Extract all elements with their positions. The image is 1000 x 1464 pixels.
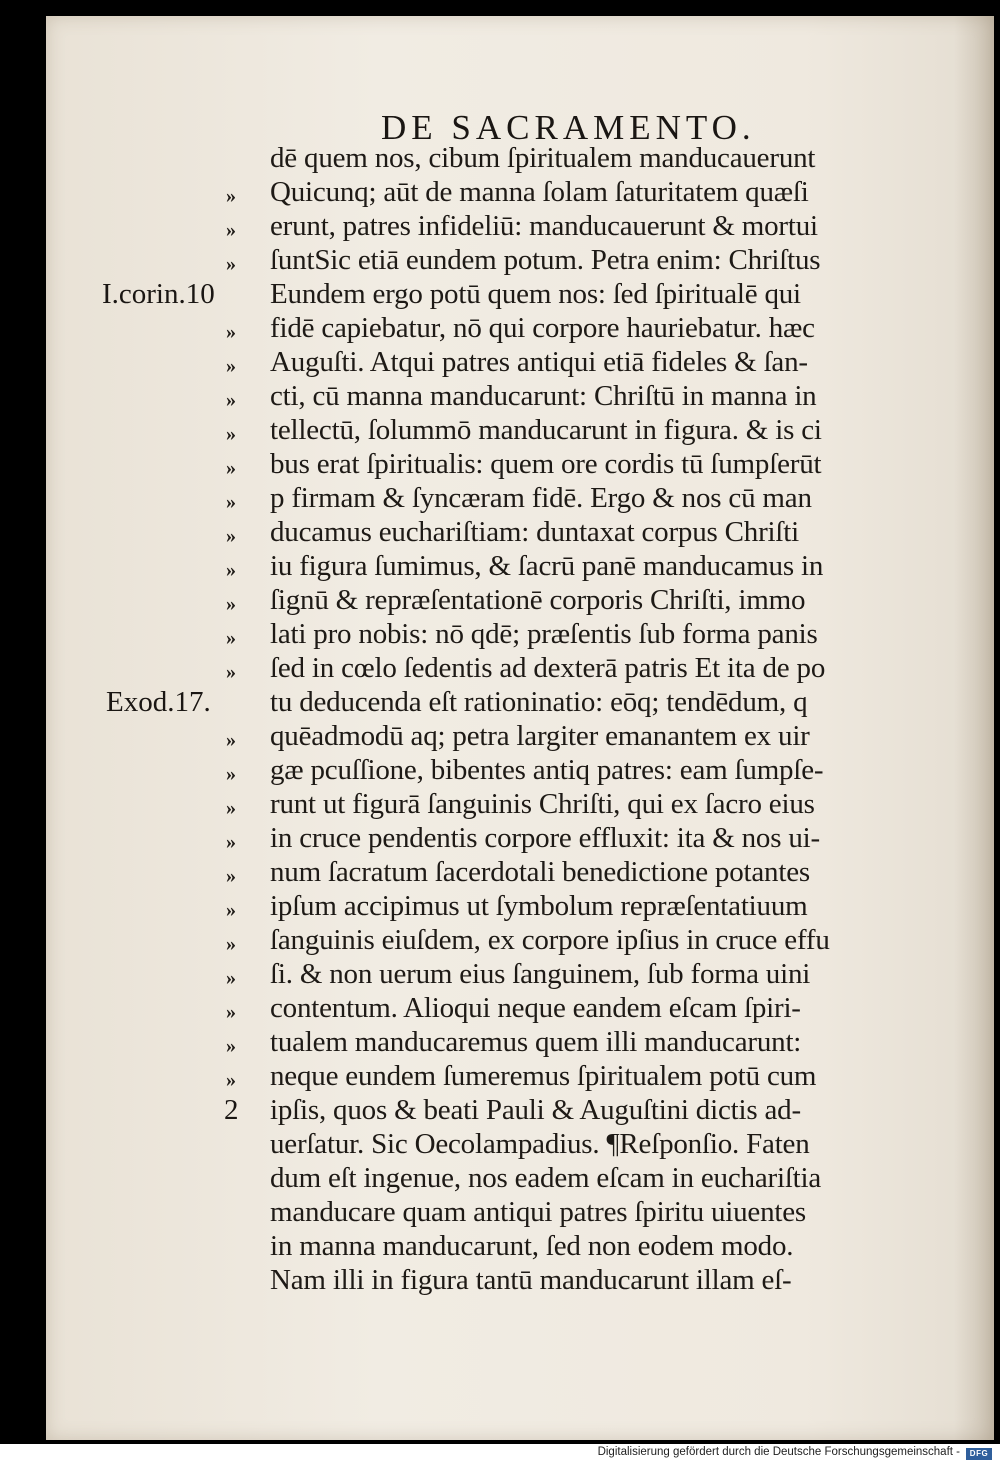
- quote-mark: »: [226, 797, 236, 819]
- footer-strip: [0, 1444, 1000, 1464]
- text-line: Nam illi in figura tantū manducarunt illam eſ-: [270, 1264, 792, 1296]
- text-line: tu deducenda eſt rationinatio: eōq; tendēdum, q: [270, 686, 808, 718]
- text-line: in cruce pendentis corpore effluxit: ita & nos ui-: [270, 822, 820, 854]
- text-line: ipſum accipimus ut ſymbolum repræſentatiuum: [270, 890, 808, 922]
- text-line: ipſis, quos & beati Pauli & Auguſtini dictis ad-: [270, 1094, 801, 1126]
- quote-mark: »: [226, 593, 236, 615]
- quote-mark: »: [226, 627, 236, 649]
- quote-mark: »: [226, 321, 236, 343]
- book-page: [46, 16, 994, 1440]
- margin-reference: Exod.17.: [106, 686, 211, 718]
- quote-mark: »: [226, 1069, 236, 1091]
- running-head: DE SACRAMENTO.: [381, 108, 756, 147]
- quote-mark: »: [226, 389, 236, 411]
- text-line: ſignū & repræſentationē corporis Chriſti, immo: [270, 584, 806, 616]
- text-line: runt ut figurā ſanguinis Chriſti, qui ex ſacro eius: [270, 788, 815, 820]
- text-line: Quicunq; aūt de manna ſolam ſaturitatem quæſi: [270, 176, 809, 208]
- text-line: ducamus euchariſtiam: duntaxat corpus Chriſti: [270, 516, 799, 548]
- quote-mark: »: [226, 253, 236, 275]
- text-line: tualem manducaremus quem illi manducarunt:: [270, 1026, 802, 1058]
- text-line: Auguſti. Atqui patres antiqui etiā fideles & ſan-: [270, 346, 808, 378]
- text-line: Eundem ergo potū quem nos: ſed ſpiritualē qui: [270, 278, 801, 310]
- quote-mark: »: [226, 559, 236, 581]
- text-line: manducare quam antiqui patres ſpiritu uiuentes: [270, 1196, 806, 1228]
- quote-mark: »: [226, 219, 236, 241]
- text-line: uerſatur. Sic Oecolampadius. ¶Reſponſio. Faten: [270, 1128, 810, 1160]
- text-line: quēadmodū aq; petra largiter emanantem ex uir: [270, 720, 810, 752]
- quote-mark: »: [226, 1001, 236, 1023]
- quote-mark: »: [226, 491, 236, 513]
- text-line: ſuntSic etiā eundem potum. Petra enim: Chriſtus: [270, 244, 821, 276]
- text-line: ſanguinis eiuſdem, ex corpore ipſius in cruce effu: [270, 924, 830, 956]
- quote-mark: »: [226, 525, 236, 547]
- quote-mark: »: [226, 185, 236, 207]
- text-line: num ſacratum ſacerdotali benedictione potantes: [270, 856, 810, 888]
- quote-mark: »: [226, 865, 236, 887]
- quote-mark: »: [226, 1035, 236, 1057]
- text-line: tellectū, ſolummō manducarunt in figura. & is ci: [270, 414, 822, 446]
- quote-mark: »: [226, 355, 236, 377]
- text-line: erunt, patres infideliū: manducauerunt & mortui: [270, 210, 818, 242]
- text-line: dē quem nos, cibum ſpiritualem manducauerunt: [270, 142, 816, 174]
- text-line: in manna manducarunt, ſed non eodem modo.: [270, 1230, 794, 1262]
- text-line: ſi. & non uerum eius ſanguinem, ſub forma uini: [270, 958, 811, 990]
- text-line: bus erat ſpiritualis: quem ore cordis tū ſumpſerūt: [270, 448, 822, 480]
- margin-reference: 2: [224, 1094, 239, 1126]
- text-line: dum eſt ingenue, nos eadem eſcam in euchariſtia: [270, 1162, 822, 1194]
- text-line: fidē capiebatur, nō qui corpore hauriebatur. hæc: [270, 312, 815, 344]
- dfg-logo: DFG: [966, 1448, 992, 1460]
- text-line: iu figura ſumimus, & ſacrū panē manducamus in: [270, 550, 824, 582]
- text-line: contentum. Alioqui neque eandem eſcam ſpiri-: [270, 992, 801, 1024]
- text-line: ſed in cœlo ſedentis ad dexterā patris Et ita de po: [270, 652, 826, 684]
- funding-credit: Digitalisierung gefördert durch die Deutsche Forschungsgemeinschaft -: [597, 1446, 960, 1458]
- quote-mark: »: [226, 933, 236, 955]
- quote-mark: »: [226, 831, 236, 853]
- quote-mark: »: [226, 967, 236, 989]
- quote-mark: »: [226, 729, 236, 751]
- quote-mark: »: [226, 457, 236, 479]
- quote-mark: »: [226, 661, 236, 683]
- text-line: neque eundem ſumeremus ſpiritualem potū cum: [270, 1060, 817, 1092]
- quote-mark: »: [226, 423, 236, 445]
- quote-mark: »: [226, 763, 236, 785]
- margin-reference: I.corin.10: [102, 278, 215, 310]
- quote-mark: »: [226, 899, 236, 921]
- text-line: cti, cū manna manducarunt: Chriſtū in manna in: [270, 380, 817, 412]
- text-line: gæ pcuſſione, bibentes antiq patres: eam ſumpſe-: [270, 754, 824, 786]
- text-line: lati pro nobis: nō qdē; præſentis ſub forma panis: [270, 618, 818, 650]
- text-line: p firmam & ſyncæram fidē. Ergo & nos cū man: [270, 482, 812, 514]
